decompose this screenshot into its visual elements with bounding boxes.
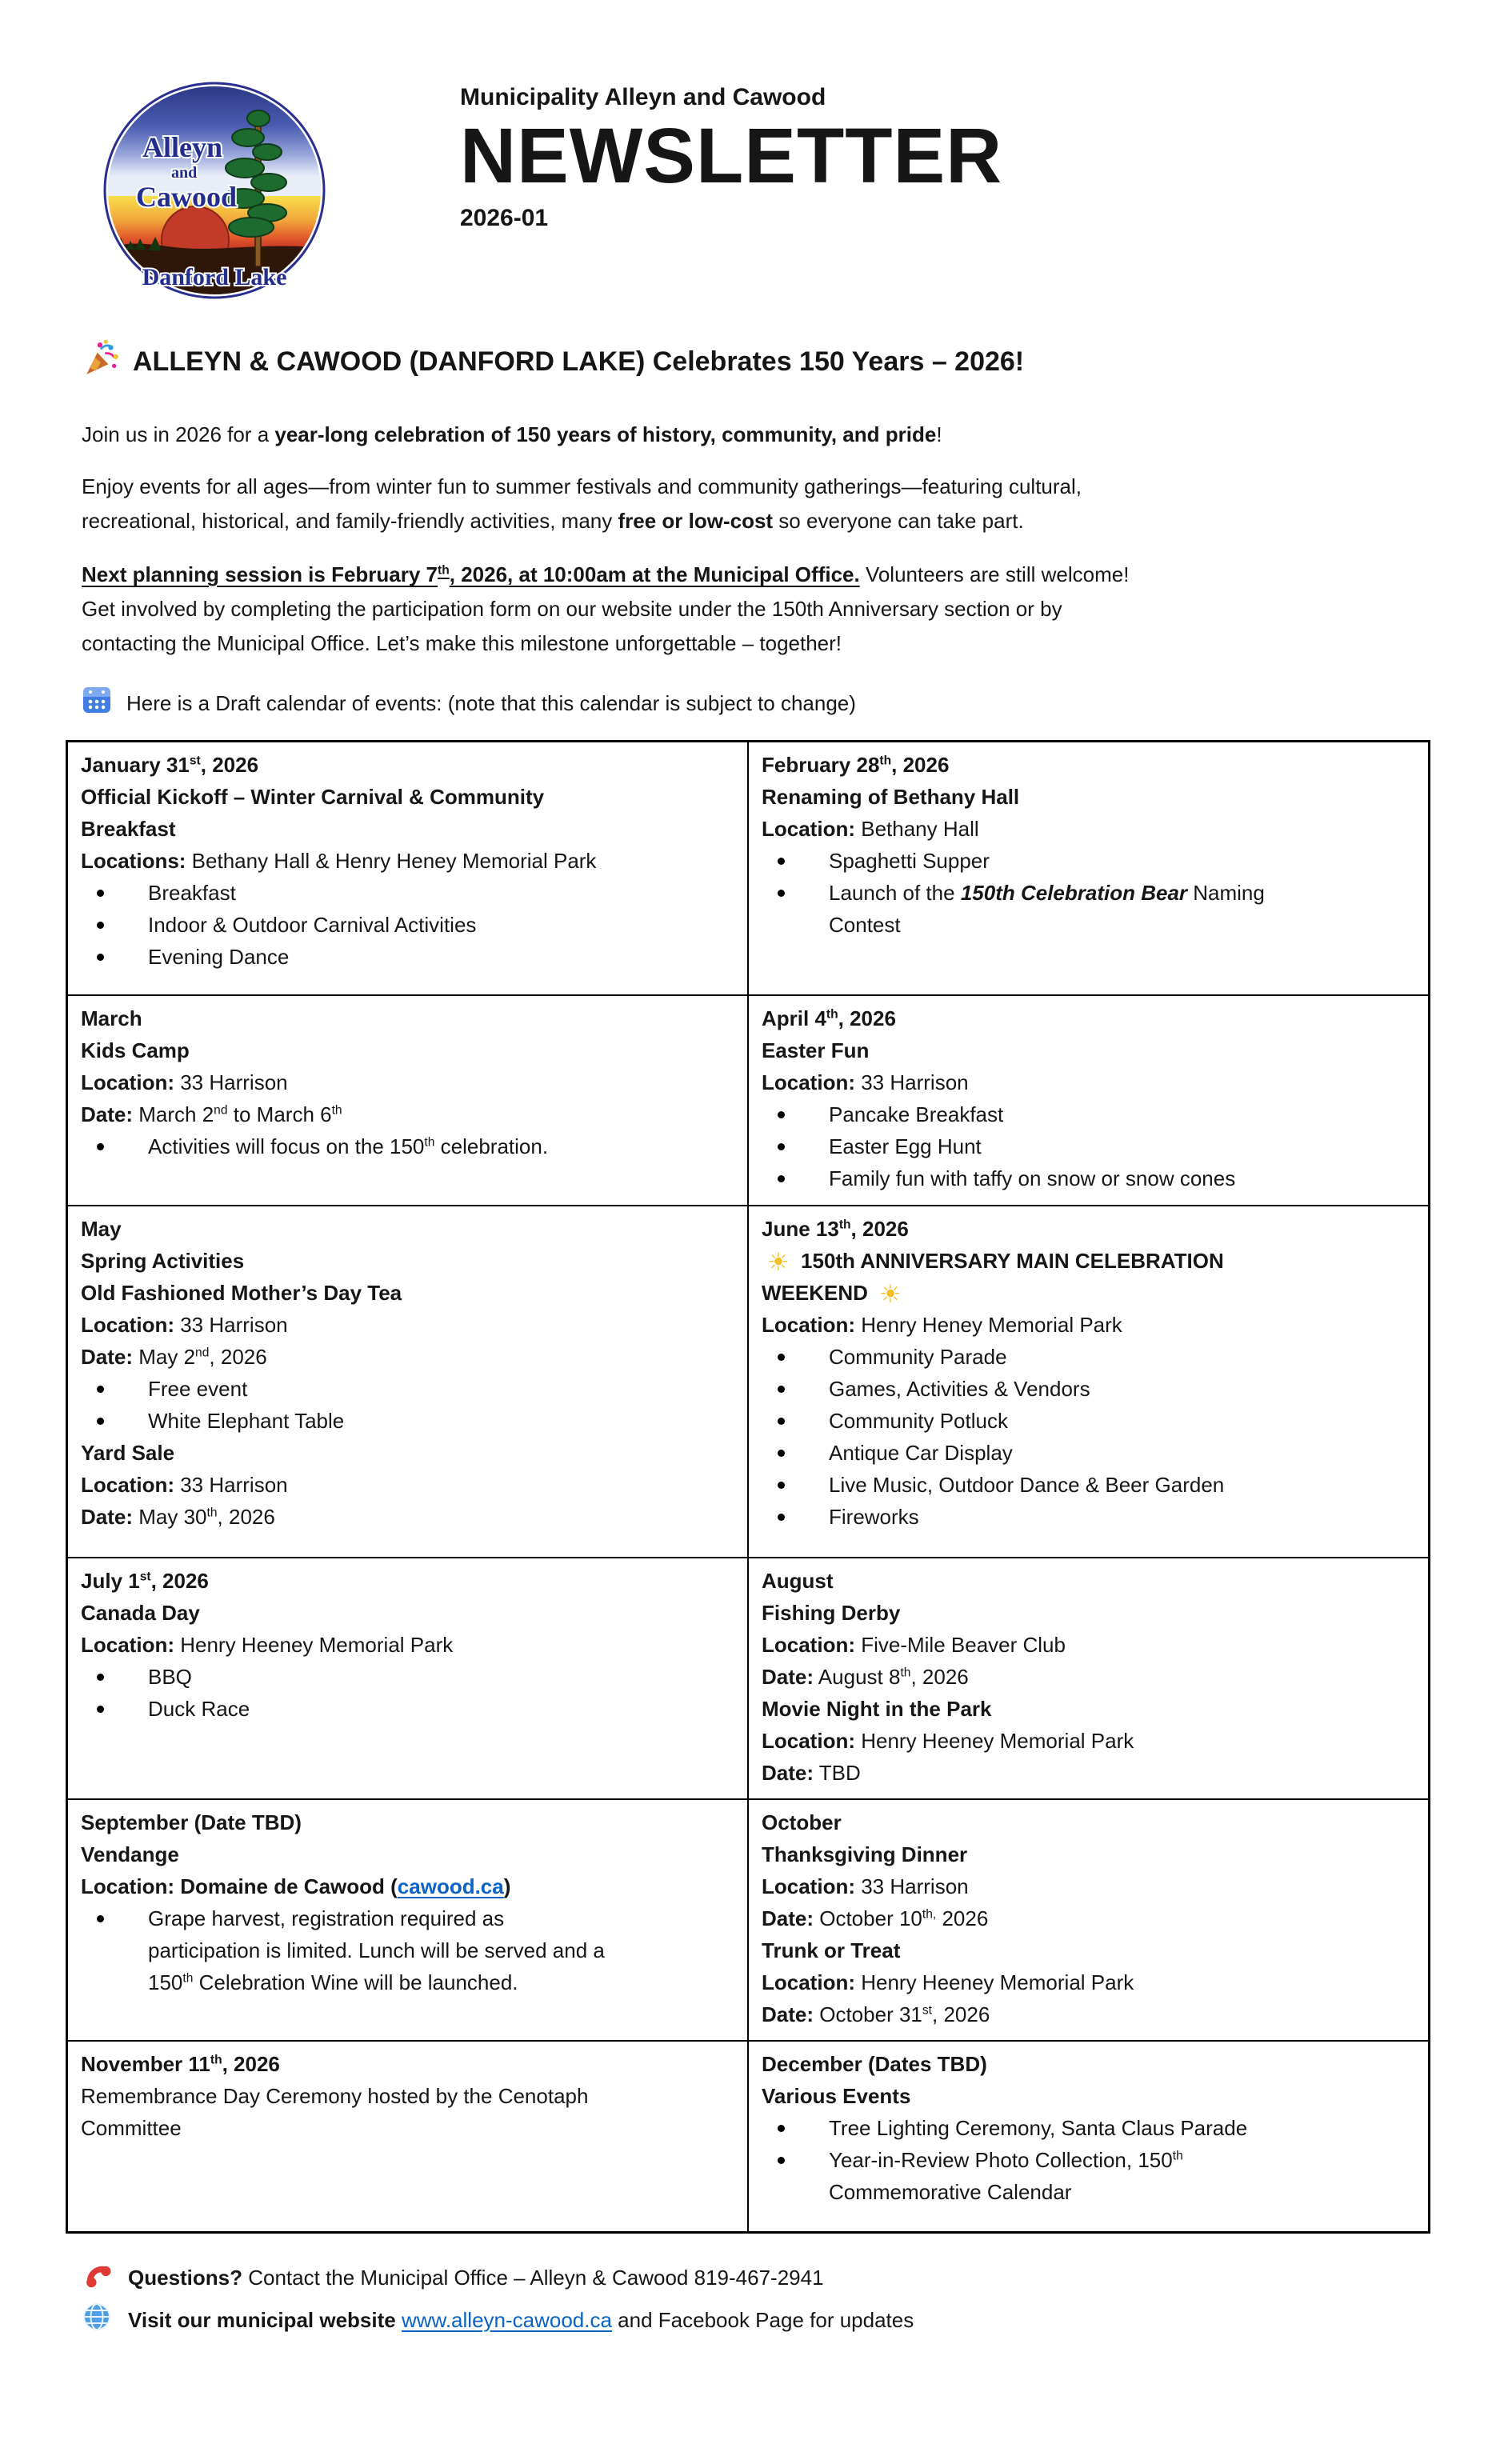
logo-graphic	[101, 80, 328, 301]
text-line: March	[81, 1006, 142, 1030]
masthead	[0, 0, 1496, 316]
bullet-dot	[778, 890, 785, 897]
text-line: recreational, historical, and family-friendly activities, many free or low-cost so everyone can take part.	[82, 509, 1024, 533]
text-line: Location: Henry Heeney Memorial Park	[762, 1728, 1134, 1753]
text-line: Location: 33 Harrison	[762, 1874, 969, 1898]
text-line: Location: Henry Heeney Memorial Park	[81, 1632, 454, 1657]
text-line: Visit our municipal website www.alleyn-cawood.ca and Facebook Page for updates	[128, 2307, 914, 2332]
text-line: Committee	[81, 2115, 182, 2140]
bullet-dot	[97, 1386, 104, 1393]
text-line: Enjoy events for all ages—from winter fun to summer festivals and community gatherings—featuring cultural,	[82, 474, 1082, 498]
text-line: Location: 33 Harrison	[81, 1472, 288, 1497]
text-line: June 13th, 2026	[762, 1216, 909, 1241]
footer-questions	[82, 2259, 1414, 2295]
masthead-text	[460, 84, 1002, 232]
bullet-item: Antique Car Display	[762, 1437, 1415, 1469]
text-line: Trunk or Treat	[762, 1938, 901, 1962]
calendar-note-text	[126, 687, 856, 719]
bullet-item: Family fun with taffy on snow or snow cones	[762, 1162, 1415, 1194]
party-popper-icon	[83, 340, 120, 384]
bullet-dot	[97, 954, 104, 961]
text-line: August	[762, 1568, 834, 1593]
event-cell-october	[748, 1799, 1430, 2041]
text-line: Location: Bethany Hall	[762, 817, 979, 841]
bullet-dot	[97, 1915, 104, 1922]
bullet-dot	[97, 1706, 104, 1713]
newsletter-body	[82, 340, 1414, 2338]
bullet-dot	[778, 1175, 785, 1182]
text-line: Location: 33 Harrison	[81, 1312, 288, 1337]
main-heading	[83, 340, 1414, 384]
bullet-dot	[97, 890, 104, 897]
text-line: Next planning session is February 7th, 2026, at 10:00am at the Municipal Office. Volunteers are still welcome!	[82, 562, 1130, 586]
text-line: Location: Henry Heney Memorial Park	[762, 1312, 1122, 1337]
bullet-item: Games, Activities & Vendors	[762, 1373, 1415, 1405]
bullet-item: Commemorative Calendar	[829, 2179, 1072, 2204]
text-line: February 28th, 2026	[762, 753, 950, 777]
text-line: Easter Fun	[762, 1038, 870, 1062]
logo-text-and: and	[171, 164, 198, 182]
inline-link[interactable]: cawood.ca	[397, 1874, 504, 1898]
text-line: May	[81, 1216, 122, 1241]
bullet-dot	[778, 1386, 785, 1393]
text-line: Get involved by completing the participation form on our website under the 150th Anniversary section or by	[82, 597, 1062, 621]
text-line: Canada Day	[81, 1600, 200, 1625]
footer-website	[82, 2302, 1414, 2338]
text-line: Date: October $10^{th,}$ 2026	[762, 1906, 989, 1930]
bullet-dot	[778, 858, 785, 865]
phone-icon	[82, 2259, 112, 2295]
event-cell-march	[67, 995, 749, 1206]
bullet-dot	[778, 1143, 785, 1150]
main-heading-text: ALLEYN & CAWOOD (DANFORD LAKE) Celebrates 150 Years – 2026!	[133, 346, 1025, 377]
text-line: Date: October 31st, 2026	[762, 2002, 990, 2026]
bullet-item: Fireworks	[762, 1501, 1415, 1533]
bullet-item: Easter Egg Hunt	[762, 1130, 1415, 1162]
bullet-item: Contest	[829, 913, 901, 937]
text-line: Location: 33 Harrison	[762, 1070, 969, 1094]
text-line: Official Kickoff – Winter Carnival & Community	[81, 785, 545, 809]
text-line: Movie Night in the Park	[762, 1696, 992, 1721]
text-line: Spring Activities	[81, 1248, 245, 1273]
text-line: Date: TBD	[762, 1760, 861, 1785]
bullet-item: Breakfast	[81, 877, 734, 909]
text-line: Breakfast	[81, 817, 176, 841]
text-line: Here is a Draft calendar of events: (note that this calendar is subject to change)	[126, 690, 856, 715]
bullet-dot	[778, 2125, 785, 2132]
footer-website-text	[128, 2304, 914, 2336]
text-line: Renaming of Bethany Hall	[762, 785, 1020, 809]
text-line: Date: May 30th, 2026	[81, 1504, 275, 1529]
event-cell-february	[748, 742, 1430, 995]
text-line: Location: Five-Mile Beaver Club	[762, 1632, 1066, 1657]
text-line: January 31st, 2026	[81, 753, 259, 777]
bullet-dot	[778, 1482, 785, 1489]
bullet-dot	[97, 1674, 104, 1681]
event-cell-january	[67, 742, 749, 995]
bullet-item: Grape harvest, registration required as	[81, 1902, 734, 1934]
text-line: Remembrance Day Ceremony hosted by the Cenotaph	[81, 2083, 589, 2108]
bullet-item: Tree Lighting Ceremony, Santa Claus Parade	[762, 2112, 1415, 2144]
calendar-icon	[82, 685, 112, 721]
bullet-dot	[778, 2157, 785, 2164]
bullet-item: Spaghetti Supper	[762, 845, 1415, 877]
page-footer	[82, 2259, 1414, 2338]
text-line: Join us in 2026 for a year-long celebration of 150 years of history, community, and pride!	[82, 422, 942, 446]
text-line: Date: August 8th, 2026	[762, 1664, 969, 1689]
logo-text-danford-lake: Danford Lake	[142, 264, 287, 290]
text-line: November 11th, 2026	[81, 2051, 280, 2076]
bullet-dot	[778, 1450, 785, 1457]
text-line: October	[762, 1810, 842, 1834]
event-cell-july	[67, 1558, 749, 1799]
bullet-dot	[778, 1111, 785, 1118]
logo-text-alleyn: Alleyn	[142, 131, 223, 163]
text-line: Old Fashioned Mother’s Day Tea	[81, 1280, 402, 1305]
bullet-dot	[97, 922, 104, 929]
text-line: Yard Sale	[81, 1440, 175, 1465]
bullet-item: Duck Race	[81, 1693, 734, 1725]
event-cell-november	[67, 2041, 749, 2233]
text-line: Date: March 2nd to March 6th	[81, 1102, 342, 1126]
text-line: contacting the Municipal Office. Let’s make this milestone unforgettable – together!	[82, 631, 842, 655]
event-cell-august	[748, 1558, 1430, 1799]
text-line: WEEKEND ☀	[762, 1279, 902, 1308]
calendar-note	[82, 685, 1414, 721]
footer-questions-text	[128, 2262, 824, 2294]
bullet-item: Launch of the 150th Celebration Bear Naming	[762, 877, 1415, 909]
organization-name: Municipality Alleyn and Cawood	[460, 84, 826, 110]
text-line: Location: 33 Harrison	[81, 1070, 288, 1094]
bullet-item: 150th Celebration Wine will be launched.	[148, 1970, 518, 1994]
event-cell-may	[67, 1206, 749, 1558]
text-line: Thanksgiving Dinner	[762, 1842, 968, 1866]
bullet-item: Activities will focus on the 150th celebration.	[81, 1130, 734, 1162]
bullet-dot	[778, 1354, 785, 1361]
events-table	[66, 740, 1430, 2234]
bullet-dot	[97, 1143, 104, 1150]
bullet-dot	[97, 1418, 104, 1425]
text-line: Date: May 2nd, 2026	[81, 1344, 267, 1369]
bullet-dot	[778, 1418, 785, 1425]
event-cell-december	[748, 2041, 1430, 2233]
bullet-item: BBQ	[81, 1661, 734, 1693]
event-cell-june	[748, 1206, 1430, 1558]
text-line: September (Date TBD)	[81, 1810, 302, 1834]
bullet-item: Evening Dance	[81, 941, 734, 973]
bullet-dot	[778, 1514, 785, 1521]
bullet-item: Live Music, Outdoor Dance & Beer Garden	[762, 1469, 1415, 1501]
intro-paragraph-planning	[82, 558, 1414, 661]
text-line: Questions? Contact the Municipal Office – Alleyn & Cawood 819-467-2941	[128, 2265, 824, 2290]
text-line: Various Events	[762, 2083, 911, 2108]
text-line: ☀ 150th ANNIVERSARY MAIN CELEBRATION	[767, 1247, 1224, 1276]
text-line: Locations: Bethany Hall & Henry Heney Memorial Park	[81, 849, 597, 873]
text-line: Vendange	[81, 1842, 179, 1866]
inline-link[interactable]: www.alleyn-cawood.ca	[401, 2307, 612, 2332]
bullet-item: Pancake Breakfast	[762, 1098, 1415, 1130]
bullet-item: Free event	[81, 1373, 734, 1405]
bullet-item: participation is limited. Lunch will be served and a	[148, 1938, 605, 1962]
text-line: July 1st, 2026	[81, 1568, 209, 1593]
globe-icon	[82, 2302, 112, 2338]
text-line: Kids Camp	[81, 1038, 190, 1062]
bullet-item: Community Parade	[762, 1341, 1415, 1373]
text-line: April 4th, 2026	[762, 1006, 896, 1030]
intro-paragraph-join	[82, 418, 1414, 452]
bullet-item: Community Potluck	[762, 1405, 1415, 1437]
municipality-logo	[101, 80, 328, 301]
issue-number: 2026-01	[460, 204, 549, 231]
text-line: Fishing Derby	[762, 1600, 901, 1625]
logo-text-cawood: Cawood	[136, 181, 238, 213]
intro-paragraph-events	[82, 470, 1414, 538]
bullet-item: Year-in-Review Photo Collection, 150th	[762, 2144, 1415, 2176]
text-line: Location: Henry Heeney Memorial Park	[762, 1970, 1134, 1994]
newsletter-title: NEWSLETTER	[460, 112, 1003, 199]
bullet-item: White Elephant Table	[81, 1405, 734, 1437]
text-line: Location: Domaine de Cawood (cawood.ca)	[81, 1874, 511, 1898]
bullet-item: Indoor & Outdoor Carnival Activities	[81, 909, 734, 941]
event-cell-april	[748, 995, 1430, 1206]
text-line: December (Dates TBD)	[762, 2051, 987, 2076]
event-cell-september	[67, 1799, 749, 2041]
